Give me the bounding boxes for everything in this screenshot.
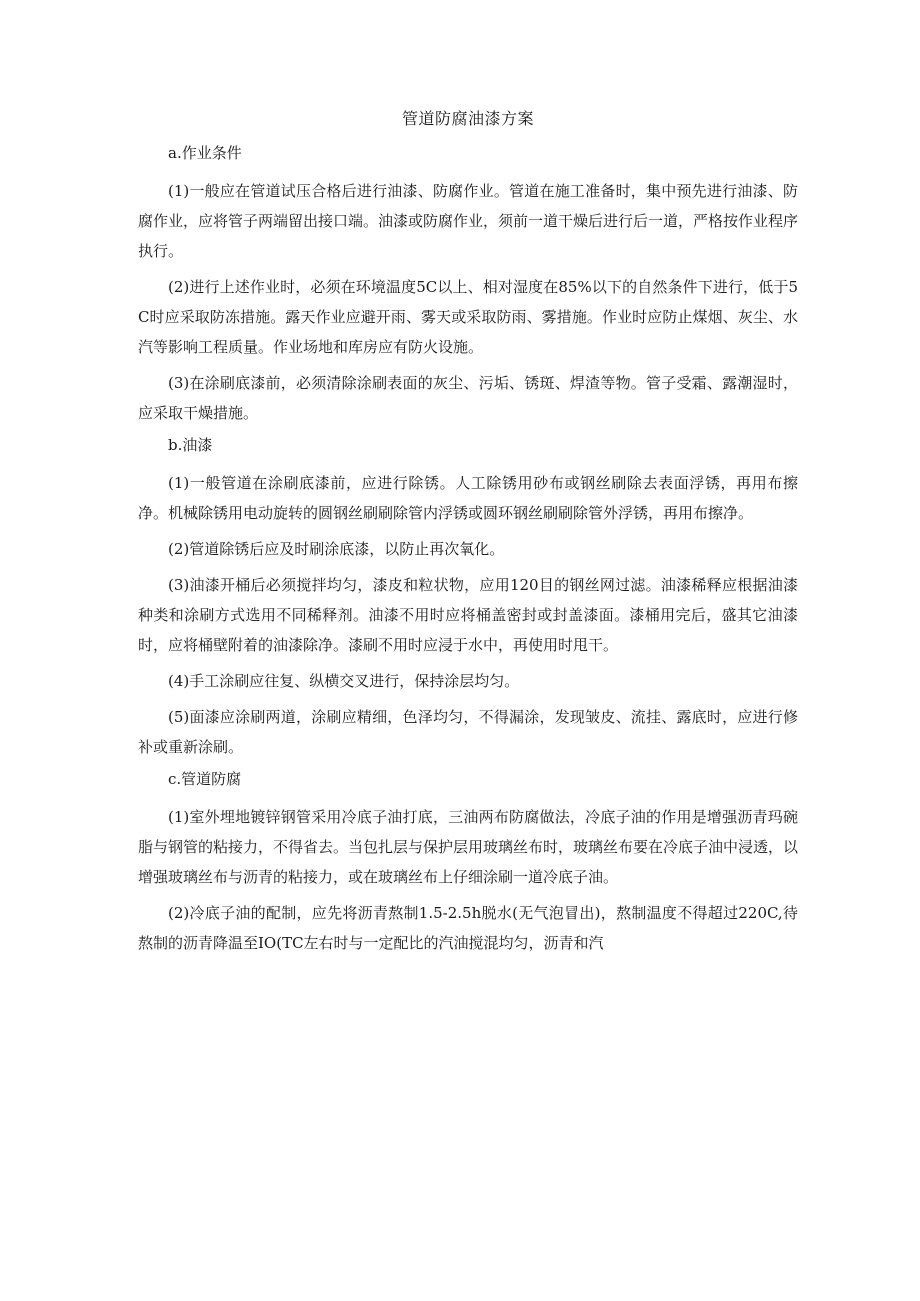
paragraph: (2)冷底子油的配制，应先将沥青熬制1.5-2.5h脱水(无气泡冒出)，熬制温度不得超过220C,待熬制的沥青降温至IO(TC左右时与一定配比的汽油搅混均匀，沥青和汽 [138,904,798,952]
document-body [138,108,798,964]
paragraph: (1)一般应在管道试压合格后进行油漆、防腐作业。管道在施工准备时，集中预先进行油漆、防腐作业，应将管子两端留出接口端。油漆或防腐作业，须前一道干燥后进行后一道，严格按作业程序执行。 [138,182,799,260]
paragraph: (2)管道除锈后应及时刷涂底漆，以防止再次氧化。 [168,540,505,558]
section-b [138,434,798,762]
document-title: 管道防腐油漆方案 [401,109,534,128]
paragraph: (3)油漆开桶后必须搅拌均匀，漆皮和粒状物，应用120目的钢丝网过滤。油漆稀释应根据油漆种类和涂刷方式选用不同稀释剂。油漆不用时应将桶盖密封或封盖漆面。漆桶用完后，盛其它油漆时，应将桶壁附着的油漆除净。漆刷不用时应浸于水中，再使用时甩干。 [138,576,798,654]
paragraph: (3)在涂刷底漆前，必须清除涂刷表面的灰尘、污垢、锈斑、焊渣等物。管子受霜、露潮湿时，应采取干燥措施。 [138,374,798,422]
paragraph: (2)进行上述作业时，必须在环境温度5C以上、相对湿度在85%以下的自然条件下进行，低于5C时应采取防冻措施。露天作业应避开雨、雾天或采取防雨、雾措施。作业时应防止煤烟、灰尘、水汽等影响工程质量。作业场地和库房应有防火设施。 [138,278,798,356]
paragraph: (4)手工涂刷应往复、纵横交叉进行，保持涂层均匀。 [168,672,520,690]
paragraph: (1)一般管道在涂刷底漆前，应进行除锈。人工除锈用砂布或钢丝刷除去表面浮锈，再用布擦净。机械除锈用电动旋转的圆钢丝刷刷除管内浮锈或圆环钢丝刷刷除管外浮锈，再用布擦净。 [138,474,798,522]
section-heading: a.作业条件 [168,144,242,162]
section-a [138,142,798,428]
section-heading: c.管道防腐 [168,770,242,788]
section-heading: b.油漆 [168,436,213,454]
paragraph: (1)室外埋地镀锌钢管采用冷底子油打底，三油两布防腐做法，冷底子油的作用是增强沥青玛碗脂与钢管的粘接力，不得省去。当包扎层与保护层用玻璃丝布时，玻璃丝布要在冷底子油中浸透，以增强玻璃丝布与沥青的粘接力，或在玻璃丝布上仔细涂刷一道冷底子油。 [138,808,799,886]
section-c [138,768,798,958]
paragraph: (5)面漆应涂刷两道，涂刷应精细，色泽均匀，不得漏涂，发现皱皮、流挂、露底时，应进行修补或重新涂刷。 [138,708,798,756]
